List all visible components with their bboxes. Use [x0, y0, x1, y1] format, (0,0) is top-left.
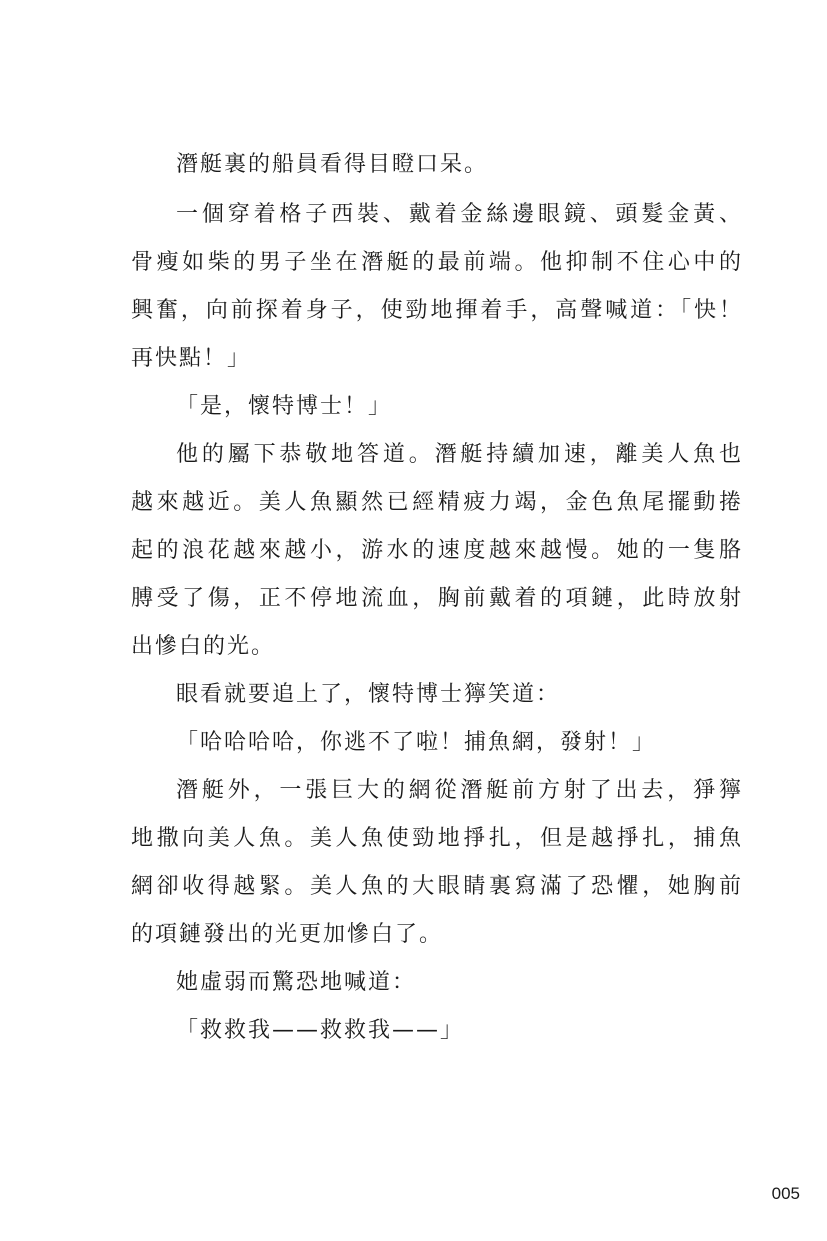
text-line-7: 他的屬下恭敬地答道。潛艇持續加速，離美人魚也	[176, 442, 741, 467]
text-line-6: 「是，懷特博士！」	[176, 394, 393, 419]
text-line-17: 的項鏈發出的光更加慘白了。	[131, 922, 444, 947]
text-line-11: 出慘白的光。	[131, 634, 276, 659]
text-line-15: 地撒向美人魚。美人魚使勁地掙扎，但是越掙扎，捕魚	[131, 826, 741, 851]
text-line-12: 眼看就要追上了，懷特博士獰笑道：	[176, 682, 561, 707]
text-line-8: 越來越近。美人魚顯然已經精疲力竭，金色魚尾擺動捲	[131, 490, 741, 515]
text-line-10: 膊受了傷，正不停地流血，胸前戴着的項鏈，此時放射	[131, 586, 741, 611]
text-line-14: 潛艇外，一張巨大的網從潛艇前方射了出去，猙獰	[176, 778, 741, 803]
text-line-1: 潛艇裏的船員看得目瞪口呆。	[176, 152, 489, 177]
text-line-18: 她虛弱而驚恐地喊道：	[176, 970, 417, 995]
text-line-2: 一個穿着格子西裝、戴着金絲邊眼鏡、頭髮金黃、	[176, 202, 741, 227]
text-line-4: 興奮，向前探着身子，使勁地揮着手，高聲喊道：「快！	[131, 298, 741, 323]
text-line-5: 再快點！」	[131, 346, 252, 371]
text-line-9: 起的浪花越來越小，游水的速度越來越慢。她的一隻胳	[131, 538, 741, 563]
page-number: 005	[771, 1184, 800, 1203]
text-line-3: 骨瘦如柴的男子坐在潛艇的最前端。他抑制不住心中的	[131, 250, 741, 275]
text-line-16: 網卻收得越緊。美人魚的大眼睛裏寫滿了恐懼，她胸前	[131, 874, 741, 899]
text-line-13: 「哈哈哈哈，你逃不了啦！捕魚網，發射！」	[176, 730, 657, 755]
text-line-19: 「救救我——救救我——」	[176, 1018, 465, 1043]
